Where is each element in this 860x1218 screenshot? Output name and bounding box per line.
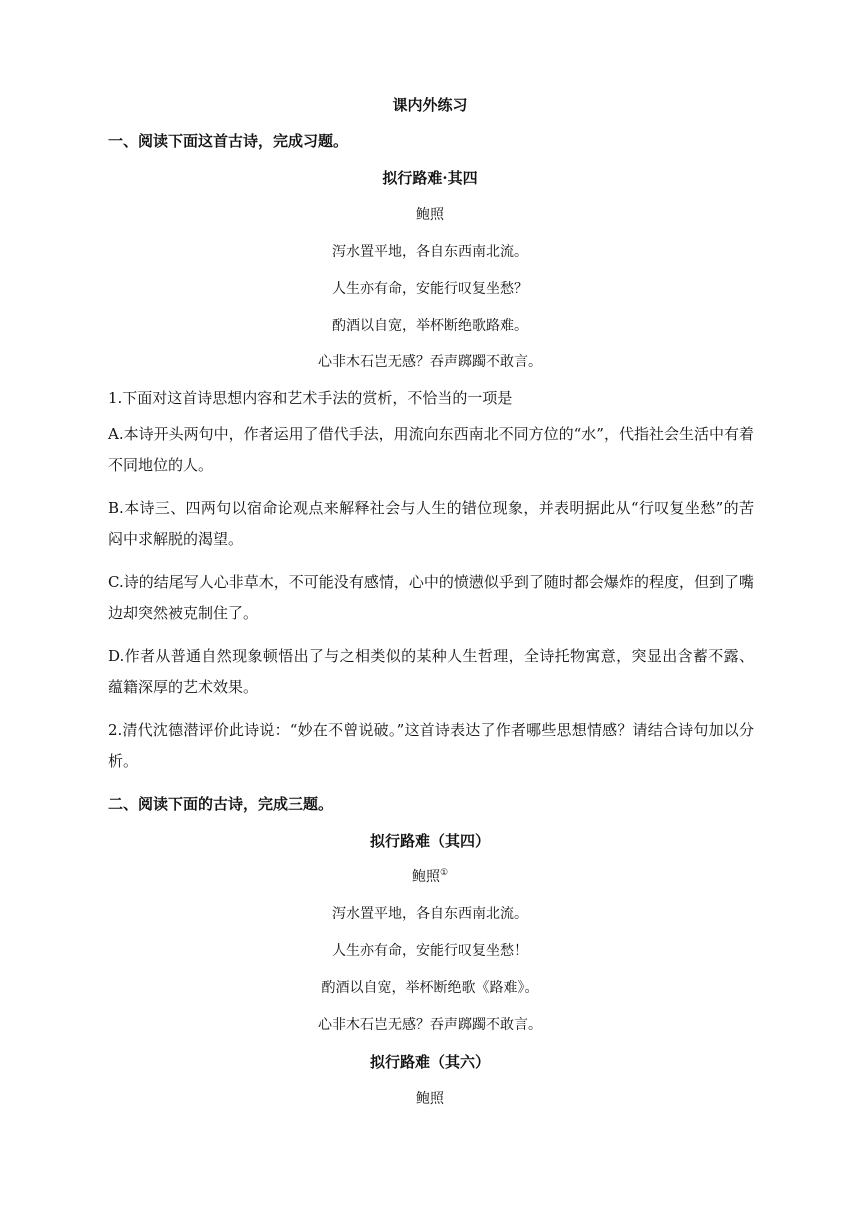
question-1-stem: 1.下面对这首诗思想内容和艺术手法的赏析，不恰当的一项是 xyxy=(108,389,513,407)
poem-line: 人生亦有命，安能行叹复坐愁？ xyxy=(332,281,528,297)
option-c: C.诗的结尾写人心非草木，不可能没有感情，心中的愤懑似乎到了随时都会爆炸的程度，但到了嘴边却突然被克制住了。 xyxy=(108,573,754,622)
poem1-author: 鲍照 xyxy=(411,869,440,885)
section2-heading: 二、阅读下面的古诗，完成三题。 xyxy=(108,795,334,813)
poem-title: 拟行路难·其四 xyxy=(382,169,478,187)
option-a: A.本诗开头两句中，作者运用了借代手法，用流向东西南北不同方位的“水”，代指社会生活中有着不同地位的人。 xyxy=(108,425,754,474)
option-d: D.作者从普通自然现象顿悟出了与之相类似的某种人生哲理，全诗托物寓意，突显出含蓄不露、蕴籍深厚的艺术效果。 xyxy=(108,647,754,696)
document-title: 课内外练习 xyxy=(392,96,468,114)
poem1-line: 人生亦有命，安能行叹复坐愁！ xyxy=(332,943,528,959)
poem-line: 泻水置平地，各自东西南北流。 xyxy=(332,244,528,260)
poem-author: 鲍照 xyxy=(416,207,444,223)
poem1-line: 心非木石岂无感？吞声踯躅不敢言。 xyxy=(318,1017,542,1033)
poem-line: 酌酒以自宽，举杯断绝歌路难。 xyxy=(332,318,528,334)
option-b: B.本诗三、四两句以宿命论观点来解释社会与人生的错位现象，并表明据此从“行叹复坐愁”的苦闷中求解脱的渴望。 xyxy=(108,499,754,548)
poem-line: 心非木石岂无感？吞声踯躅不敢言。 xyxy=(318,354,542,370)
footnote-marker: ① xyxy=(439,868,449,878)
poem2-title: 拟行路难（其六） xyxy=(369,1053,490,1071)
poem1-line: 酌酒以自宽，举杯断绝歌《路难》。 xyxy=(321,980,539,996)
poem1-author-line xyxy=(0,867,860,887)
section1-heading: 一、阅读下面这首古诗，完成习题。 xyxy=(108,132,349,150)
poem1-line: 泻水置平地，各自东西南北流。 xyxy=(332,906,528,922)
poem1-title: 拟行路难（其四） xyxy=(369,832,490,850)
question-2: 2.清代沈德潜评价此诗说：“妙在不曾说破。”这首诗表达了作者哪些思想情感？请结合诗句加以分析。 xyxy=(108,721,754,770)
poem2-author: 鲍照 xyxy=(416,1091,444,1107)
